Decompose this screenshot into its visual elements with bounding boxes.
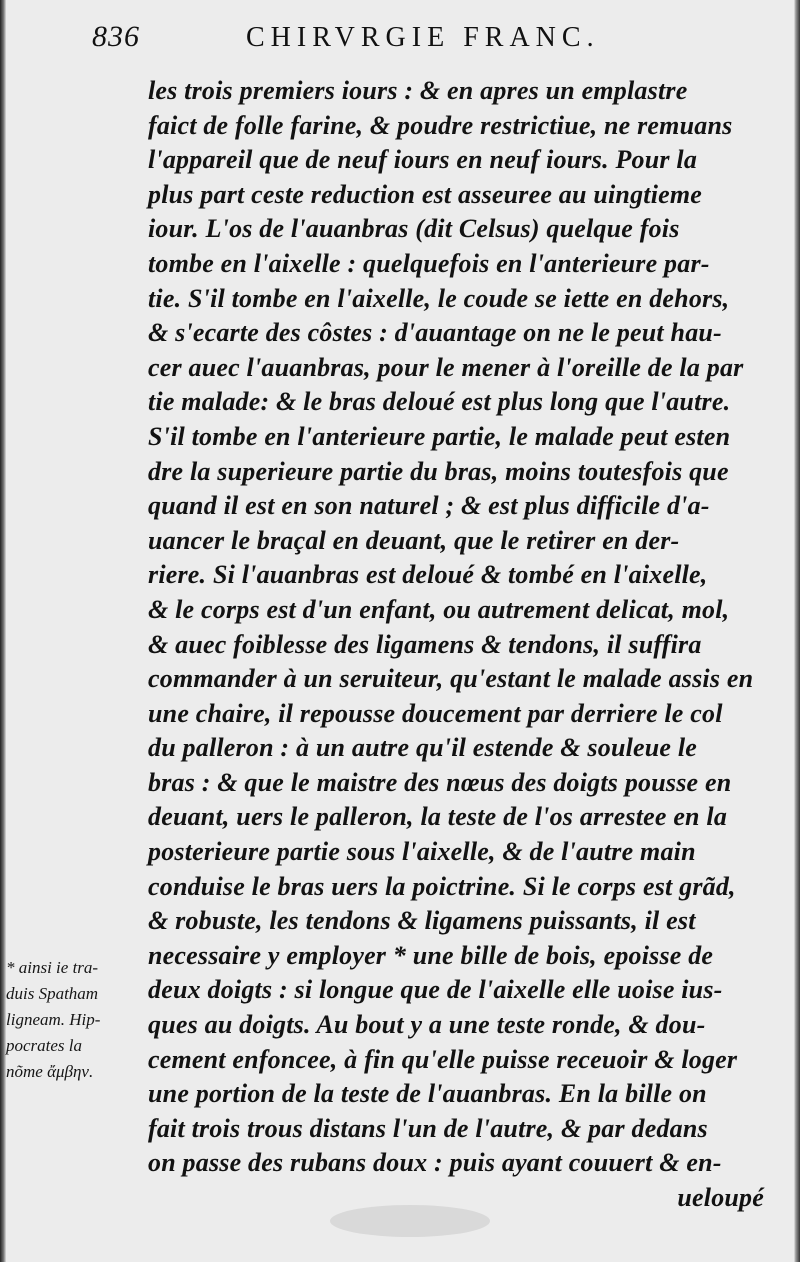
text-line: une chaire, il repousse doucement par derriere le col (148, 698, 723, 728)
catchword: ueloupé (677, 1183, 764, 1212)
text-line: cement enfoncee, à fin qu'elle puisse receuoir & loger (148, 1044, 738, 1074)
text-line: S'il tombe en l'anterieure partie, le malade peut esten (148, 421, 731, 451)
marginal-note (6, 955, 142, 1085)
text-line: fait trois trous distans l'un de l'autre, & par dedans (148, 1113, 708, 1143)
text-line: cer auec l'auanbras, pour le mener à l'oreille de la par (148, 352, 744, 382)
text-line: & s'ecarte des côstes : d'auantage on ne le peut hau- (148, 318, 722, 348)
text-line: deuant, uers le palleron, la teste de l'os arrestee en la (148, 802, 728, 832)
text-line: & auec foiblesse des ligamens & tendons, il suffira (148, 629, 702, 659)
text-line: posterieure partie sous l'aixelle, & de l'autre main (148, 837, 696, 867)
text-line: faict de folle farine, & poudre restrictiue, ne remuans (148, 110, 733, 140)
text-line: necessaire y employer * une bille de bois, epoisse de (148, 940, 714, 970)
text-line: ques au doigts. Au bout y a une teste ronde, & dou- (148, 1010, 706, 1040)
text-line: & le corps est d'un enfant, ou autrement delicat, mol, (148, 594, 730, 624)
text-line: une portion de la teste de l'auanbras. En la bille on (148, 1079, 707, 1109)
text-line: commander à un seruiteur, qu'estant le malade assis en (148, 664, 754, 694)
marginal-note-line: ligneam. Hip- (6, 1010, 101, 1029)
ink-bleed-through (330, 1205, 490, 1237)
text-line: du palleron : à un autre qu'il estende & souleue le (148, 733, 698, 763)
text-line: conduise le bras uers la poictrine. Si le corps est grãd, (148, 871, 736, 901)
text-line: & robuste, les tendons & ligamens puissants, il est (148, 906, 696, 936)
text-line: uancer le braçal en deuant, que le retirer en der- (148, 525, 680, 555)
body-text (148, 74, 766, 1216)
marginal-note-line: pocrates la (6, 1036, 83, 1055)
text-line: iour. L'os de l'auanbras (dit Celsus) quelque fois (148, 214, 680, 244)
text-line: riere. Si l'auanbras est deloué & tombé en l'aixelle, (148, 560, 708, 590)
text-line: bras : & que le maistre des nœus des doigts pousse en (148, 767, 732, 797)
text-line: on passe des rubans doux : puis ayant couuert & en- (148, 1148, 722, 1178)
page-right-edge (794, 0, 800, 1262)
text-line: tie malade: & le bras deloué est plus long que l'autre. (148, 387, 731, 417)
running-head: CHIRVRGIE FRANC. (246, 22, 600, 53)
text-line: plus part ceste reduction est asseuree au uingtieme (148, 179, 703, 209)
text-line: deux doigts : si longue que de l'aixelle elle uoise ius- (148, 975, 723, 1005)
marginal-note-line: nõme ἄμβην. (6, 1062, 94, 1081)
text-line: les trois premiers iours : & en apres un emplastre (148, 76, 688, 105)
text-line: l'appareil que de neuf iours en neuf iours. Pour la (148, 145, 698, 175)
text-line: quand il est en son naturel ; & est plus difficile d'a- (148, 491, 710, 521)
marginal-note-line: * ainsi ie tra- (6, 958, 99, 977)
text-line: dre la superieure partie du bras, moins toutesfois que (148, 456, 729, 486)
text-line: tombe en l'aixelle : quelquefois en l'anterieure par- (148, 248, 710, 278)
page-number: 836 (92, 20, 140, 53)
marginal-note-line: duis Spatham (6, 984, 99, 1003)
text-line: tie. S'il tombe en l'aixelle, le coude se iette en dehors, (148, 283, 730, 313)
